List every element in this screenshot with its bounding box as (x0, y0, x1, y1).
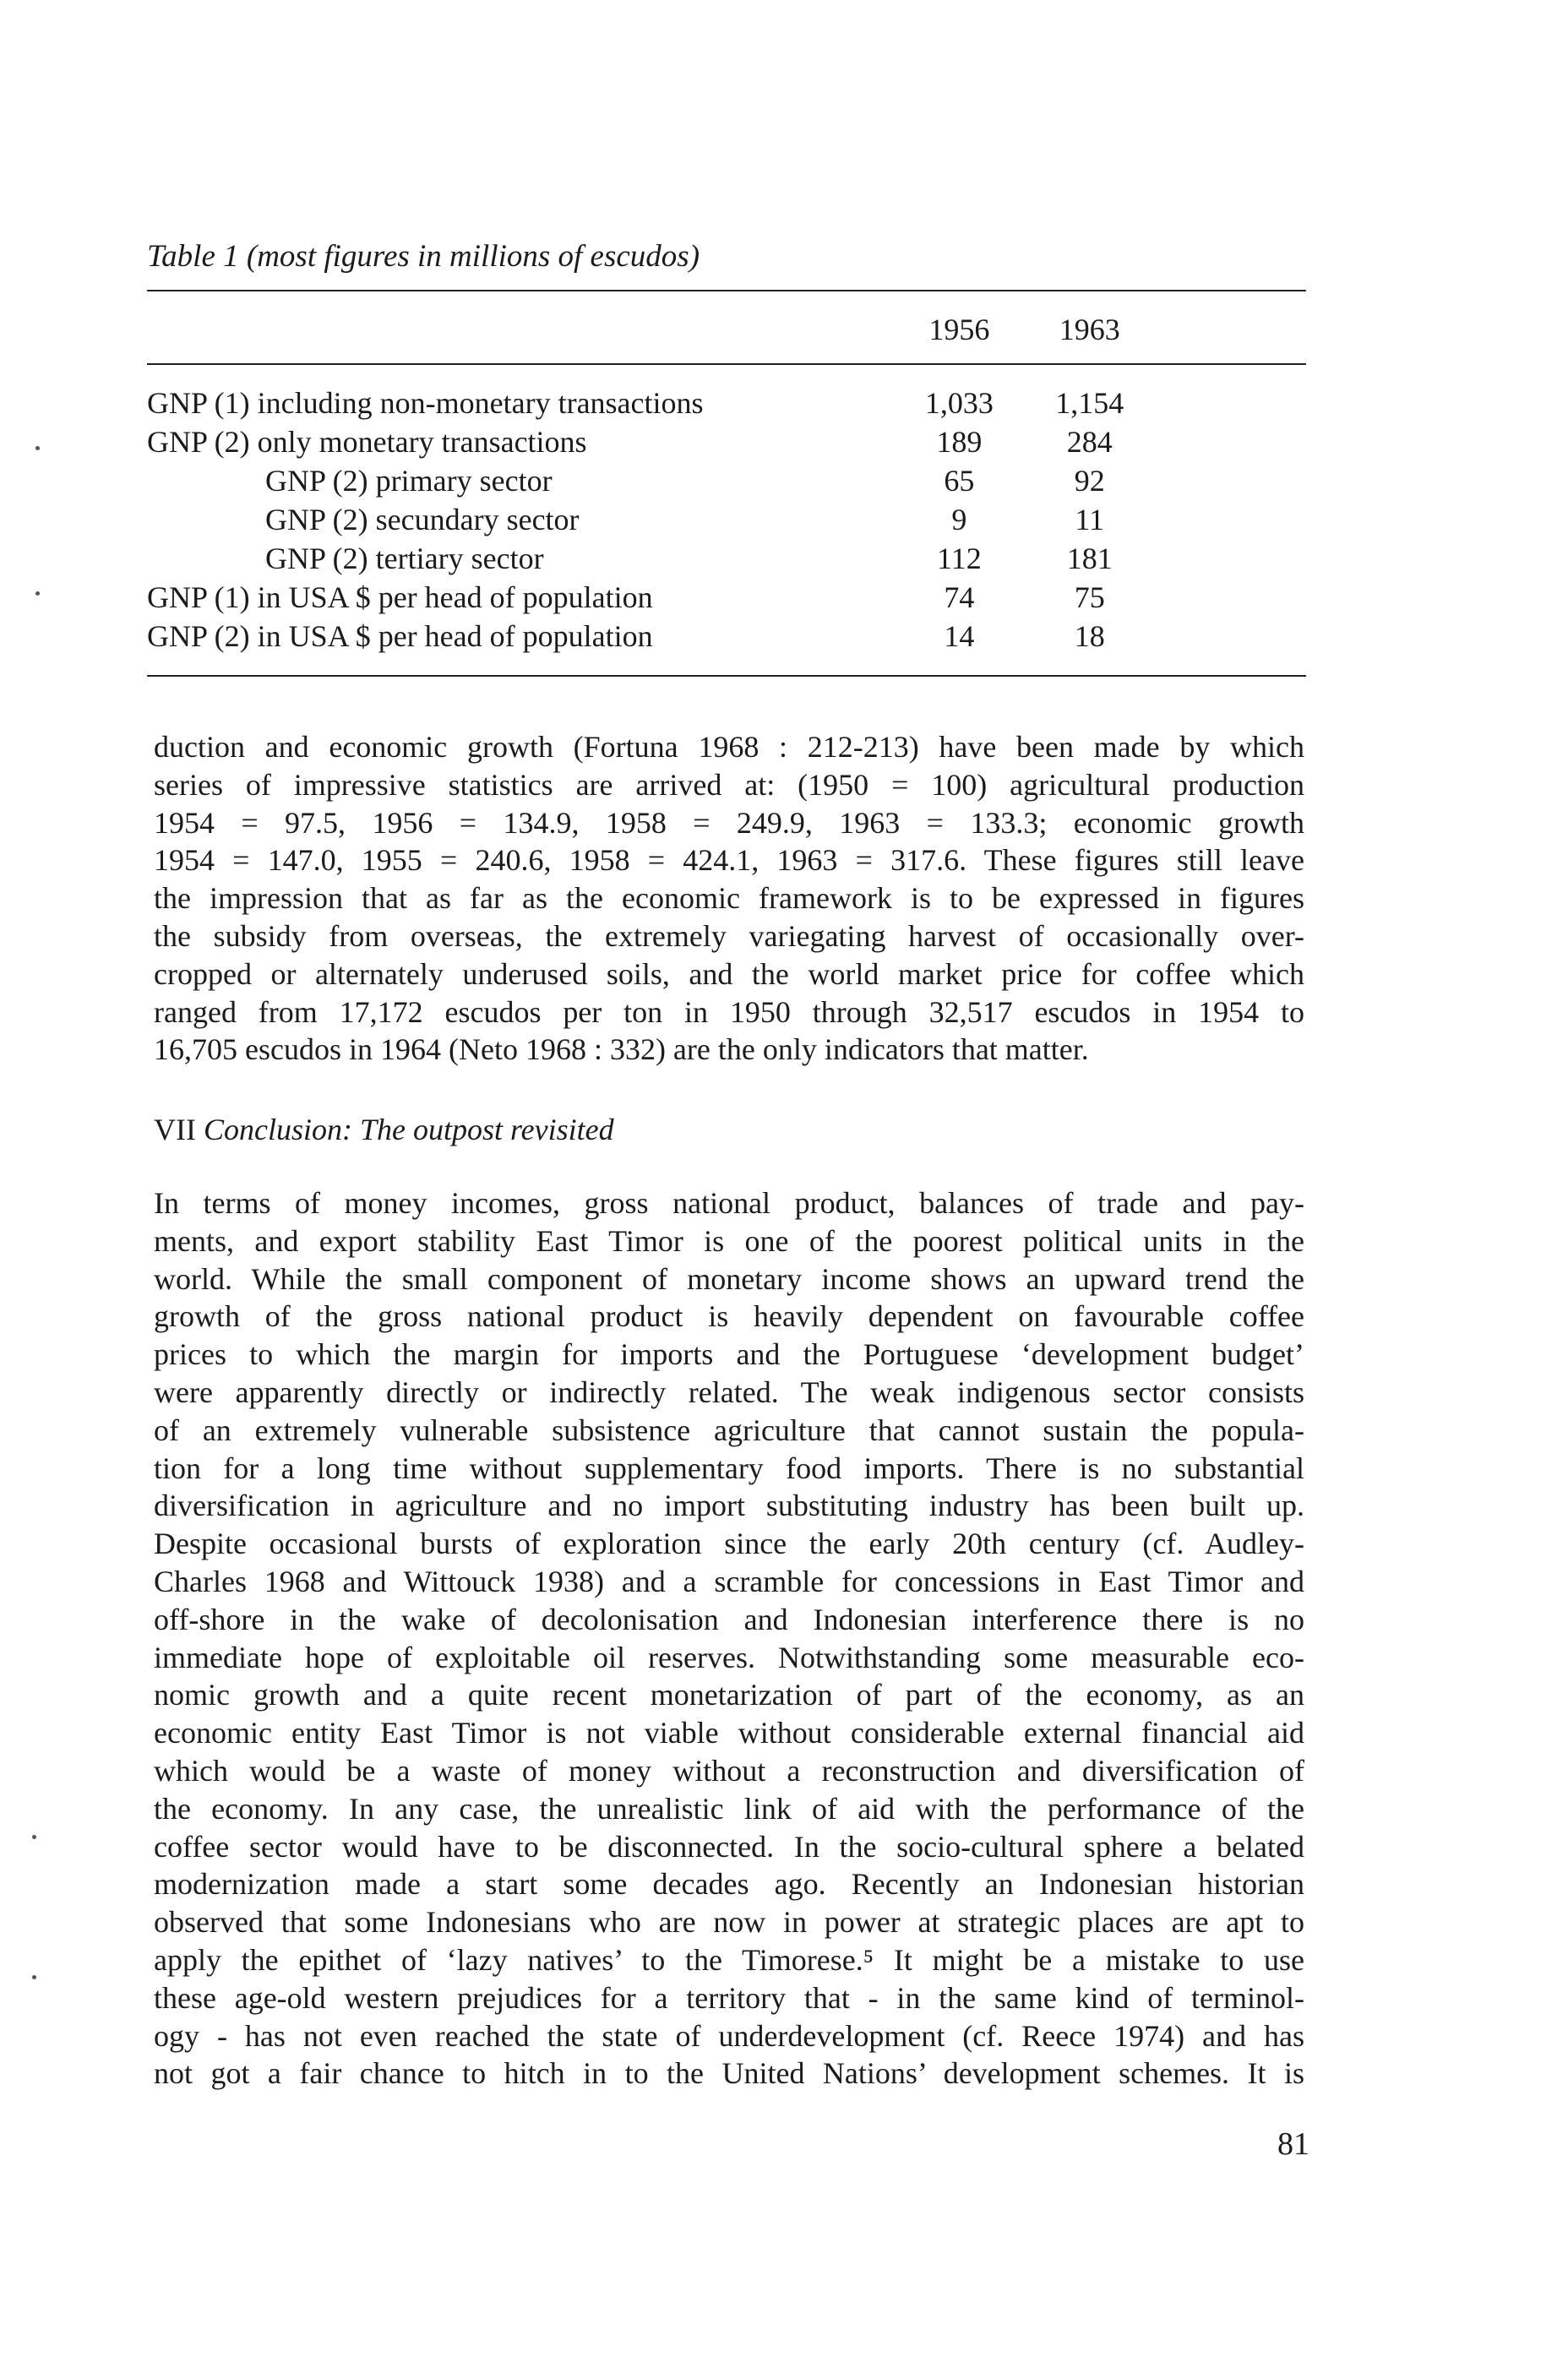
value-1956: 65 (944, 464, 975, 498)
row-label: GNP (2) primary sector (265, 464, 553, 498)
table-row (147, 539, 1306, 578)
paragraph-1 (154, 728, 1304, 1069)
gnp-table (147, 297, 1306, 656)
text-line: of an extremely vulnerable subsistence agriculture that cannot sustain the popula- (154, 1413, 1304, 1447)
row-label: GNP (1) including non-monetary transactions (147, 386, 704, 420)
text-line: the impression that as far as the economic framework is to be expressed in figures (154, 881, 1304, 916)
value-1963: 92 (1074, 464, 1105, 498)
paragraph-2 (154, 1184, 1304, 2093)
text-line: modernization made a start some decades ago. Recently an Indonesian historian (154, 1867, 1304, 1902)
text-line: series of impressive statistics are arrived at: (1950 = 100) agricultural production (154, 767, 1304, 802)
value-1963: 181 (1066, 542, 1113, 575)
table-header-label (147, 297, 893, 362)
text-line: cropped or alternately underused soils, and the world market price for coffee which (154, 956, 1304, 991)
margin-mark (35, 446, 40, 450)
table-caption: Table 1 (most figures in millions of escudos) (147, 239, 700, 274)
table-row (147, 461, 1306, 500)
row-label: GNP (2) only monetary transactions (147, 425, 587, 459)
table-top-rule (147, 290, 1306, 291)
row-label: GNP (2) in USA $ per head of population (147, 619, 653, 653)
text-line: duction and economic growth (Fortuna 1968 : 212-213) have been made by which (154, 730, 1304, 764)
margin-mark (32, 1835, 36, 1839)
value-1963: 284 (1066, 425, 1113, 459)
text-line: tion for a long time without supplementary food imports. There is no substantial (154, 1451, 1304, 1485)
text-line: the economy. In any case, the unrealistic link of aid with the performance of the (154, 1791, 1304, 1826)
text-line: ogy - has not even reached the state of underdevelopment (cf. Reece 1974) and has (154, 2018, 1304, 2053)
text-line: Despite occasional bursts of exploration since the early 20th century (cf. Audley- (154, 1527, 1304, 1561)
text-line: coffee sector would have to be disconnected. In the socio-cultural sphere a belated (154, 1829, 1304, 1864)
text-line: ranged from 17,172 escudos per ton in 1950 through 32,517 escudos in 1954 to (154, 994, 1304, 1029)
margin-mark (32, 1975, 36, 1979)
table-header-row (147, 297, 1306, 362)
text-line: nomic growth and a quite recent monetarization of part of the economy, as an (154, 1678, 1304, 1712)
value-1956: 14 (944, 619, 975, 653)
text-line: In terms of money incomes, gross national product, balances of trade and pay- (154, 1186, 1304, 1220)
text-line: these age-old western prejudices for a territory that - in the same kind of terminol- (154, 1980, 1304, 2015)
text-line: not got a fair chance to hitch in to the United Nations’ development schemes. It is (154, 2056, 1304, 2091)
text-line: immediate hope of exploitable oil reserves. Notwithstanding some measurable eco- (154, 1640, 1304, 1674)
value-1963: 1,154 (1055, 386, 1124, 420)
value-1956: 74 (944, 580, 975, 614)
text-line: growth of the gross national product is heavily dependent on favourable coffee (154, 1299, 1304, 1334)
table-row (147, 500, 1306, 539)
margin-mark (35, 591, 40, 596)
table-row (147, 617, 1306, 656)
row-label: GNP (2) tertiary sector (265, 542, 544, 575)
text-line: were apparently directly or indirectly related. The weak indigenous sector consists (154, 1374, 1304, 1409)
value-1956: 9 (951, 503, 967, 536)
table-row (147, 578, 1306, 617)
text-line: diversification in agriculture and no import substituting industry has been built up. (154, 1489, 1304, 1523)
value-1963: 18 (1074, 619, 1105, 653)
text-line: off-shore in the wake of decolonisation and Indonesian interference there is no (154, 1602, 1304, 1636)
table-header-rule (147, 363, 1306, 365)
text-line: apply the epithet of ‘lazy natives’ to the Timorese.⁵ It might be a mistake to use (154, 1942, 1304, 1977)
text-line: Charles 1968 and Wittouck 1938) and a scramble for concessions in East Timor and (154, 1564, 1304, 1598)
value-1956: 112 (937, 542, 982, 575)
table-row (147, 422, 1306, 461)
text-line: 1954 = 97.5, 1956 = 134.9, 1958 = 249.9, 1963 = 133.3; economic growth (154, 805, 1304, 840)
text-line: economic entity East Timor is not viable without considerable external financial aid (154, 1716, 1304, 1750)
text-line: 1954 = 147.0, 1955 = 240.6, 1958 = 424.1, 1963 = 317.6. These figures still leave (154, 843, 1304, 878)
text-line: observed that some Indonesians who are now in power at strategic places are apt to (154, 1905, 1304, 1940)
value-1956: 189 (936, 425, 983, 459)
section-heading (154, 1112, 614, 1147)
table-row (147, 384, 1306, 422)
page-number: 81 (1277, 2126, 1309, 2162)
section-title: Conclusion: The outpost revisited (203, 1113, 614, 1146)
table-header-1956: 1956 (928, 313, 990, 346)
text-line: prices to which the margin for imports and the Portuguese ‘development budget’ (154, 1337, 1304, 1372)
row-label: GNP (1) in USA $ per head of population (147, 580, 653, 614)
text-line: ments, and export stability East Timor is one of the poorest political units in the (154, 1223, 1304, 1258)
text-line: which would be a waste of money without a reconstruction and diversification of (154, 1753, 1304, 1788)
value-1963: 75 (1074, 580, 1105, 614)
table-bottom-rule (147, 675, 1306, 677)
table-header-1963: 1963 (1059, 313, 1120, 346)
text-line: 16,705 escudos in 1964 (Neto 1968 : 332) are the only indicators that matter. (154, 1032, 1089, 1067)
row-label: GNP (2) secundary sector (265, 503, 580, 536)
section-number: VII (154, 1113, 196, 1146)
text-line: the subsidy from overseas, the extremely variegating harvest of occasionally over- (154, 918, 1304, 953)
value-1963: 11 (1075, 503, 1105, 536)
text-line: world. While the small component of monetary income shows an upward trend the (154, 1261, 1304, 1296)
value-1956: 1,033 (924, 386, 994, 420)
